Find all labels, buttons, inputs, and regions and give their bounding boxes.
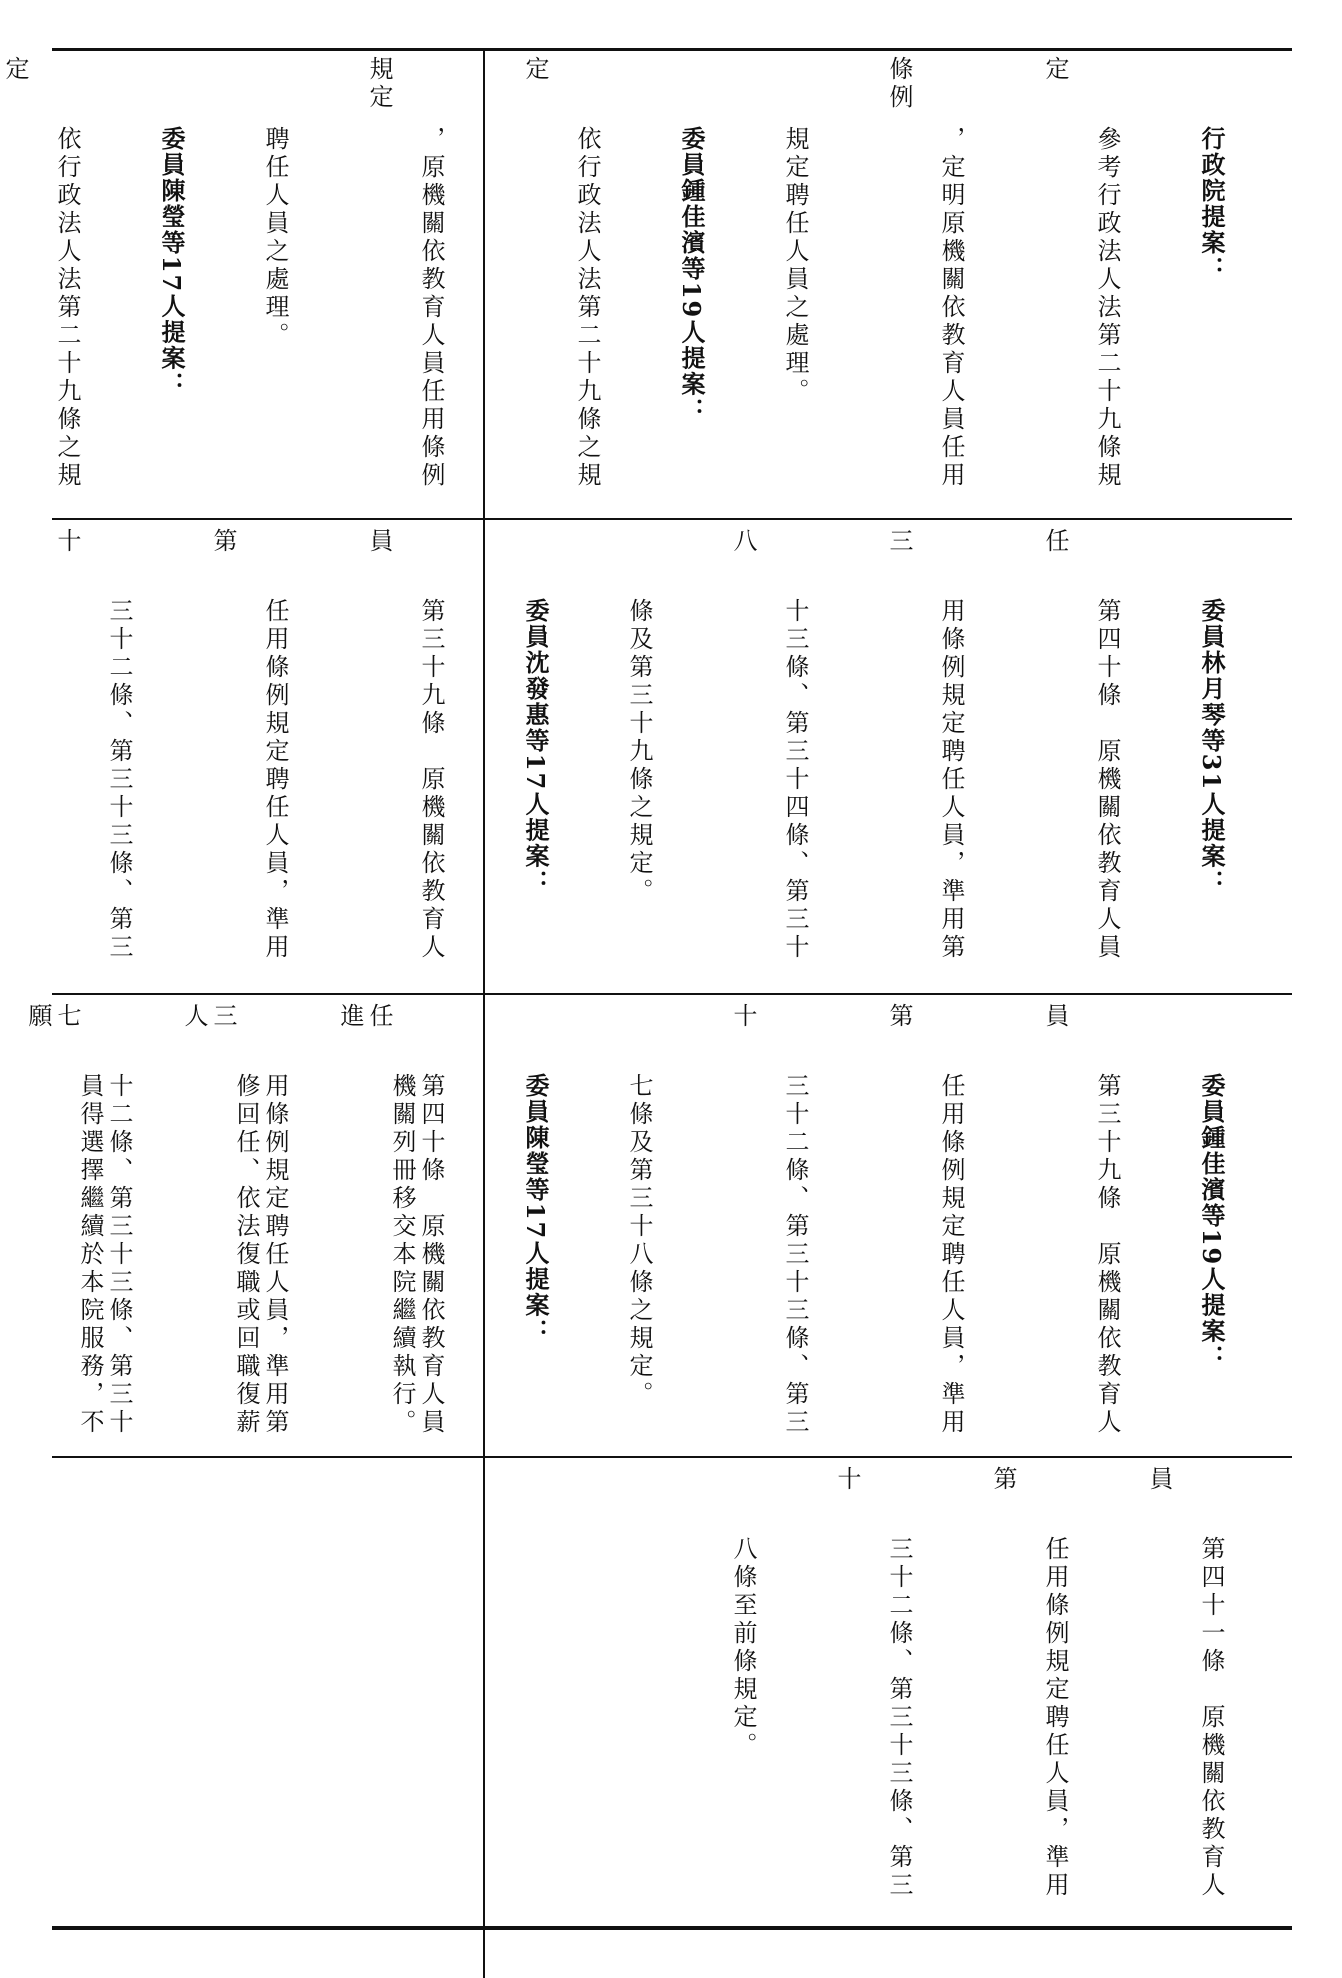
proposal-line: 第四十條 原機關依教育人員任 [1041, 528, 1121, 962]
row-divider-3 [52, 1456, 1292, 1458]
text-line: 機關列冊移交本院繼續執行。進 [336, 1003, 416, 1437]
proposal-line: 參考行政法人法第二十九條規定 [1041, 56, 1121, 490]
text-line: 員得選擇繼續於本院服務，不願 [24, 1003, 104, 1437]
proposal-title: 委員陳瑩等17人提案： [157, 125, 186, 398]
proposal-line: 依行政法人法第二十九條之規定 [521, 56, 601, 490]
proposal-line: 聘任人員之處理。 [261, 125, 289, 350]
proposal-line: 七條及第三十八條之規定。 [625, 1072, 653, 1409]
proposal-line: 八條至前條規定。 [729, 1535, 757, 1760]
proposal-line: 十二條、第三十三條、第三十七 [53, 1003, 133, 1437]
proposal-line: 用條例規定聘任人員，準用第三 [885, 528, 965, 962]
proposal-title: 委員林月琴等31人提案： [1197, 597, 1226, 896]
proposal-title: 委員沈發惠等17人提案： [521, 597, 550, 896]
row1-right-cell [1, 56, 1289, 516]
proposal-line: 三十二條、第三十三條、第三十 [53, 528, 133, 962]
proposal-title: 委員陳瑩等17人提案： [521, 1072, 550, 1345]
proposal-line: ，定明原機關依教育人員任用條例 [885, 56, 965, 490]
proposal-line: 條及第三十九條之規定。 [625, 597, 653, 906]
proposal-title: 委員鍾佳濱等19人提案： [1197, 1072, 1226, 1371]
column-divider [483, 48, 485, 1978]
proposal-line: 任用條例規定聘任人員，準用第 [885, 1003, 965, 1437]
proposal-line: 任用條例規定聘任人員，準用第 [209, 528, 289, 962]
table-bottom-border [52, 1926, 1292, 1930]
proposal-title: 行政院提案： [1197, 125, 1226, 282]
proposal-line: 第三十九條 原機關依教育人員 [365, 528, 445, 962]
proposal-line: 第四十條 原機關依教育人員任 [365, 1003, 445, 1437]
document-page [1, 48, 1292, 1974]
proposal-line: 任用條例規定聘任人員，準用第 [989, 1466, 1069, 1900]
proposal-line: 第三十九條 原機關依教育人員 [1041, 1003, 1121, 1437]
comparison-table [1, 48, 1292, 1978]
proposal-line: 第四十一條 原機關依教育人員 [1145, 1466, 1225, 1900]
proposal-line: 三十二條、第三十三條、第三十 [833, 1466, 913, 1900]
proposal-line: 規定聘任人員之處理。 [781, 125, 809, 406]
text-line: 修回任、依法復職或回職復薪人 [180, 1003, 260, 1437]
proposal-line: 三十二條、第三十三條、第三十 [729, 1003, 809, 1437]
proposal-line: 依行政法人法第二十九條之規定 [1, 56, 81, 490]
proposal-line: 十三條、第三十四條、第三十八 [729, 528, 809, 962]
proposal-title: 委員鍾佳濱等19人提案： [677, 125, 706, 424]
row2-right-cell [53, 528, 1289, 988]
proposal-line: ，原機關依教育人員任用條例規定 [365, 56, 445, 490]
row4-right-cell [494, 1466, 1289, 1921]
table-top-border [52, 48, 1292, 51]
row-divider-2 [52, 993, 1292, 995]
row-divider-1 [52, 518, 1292, 520]
proposal-line: 用條例規定聘任人員，準用第三 [209, 1003, 289, 1437]
